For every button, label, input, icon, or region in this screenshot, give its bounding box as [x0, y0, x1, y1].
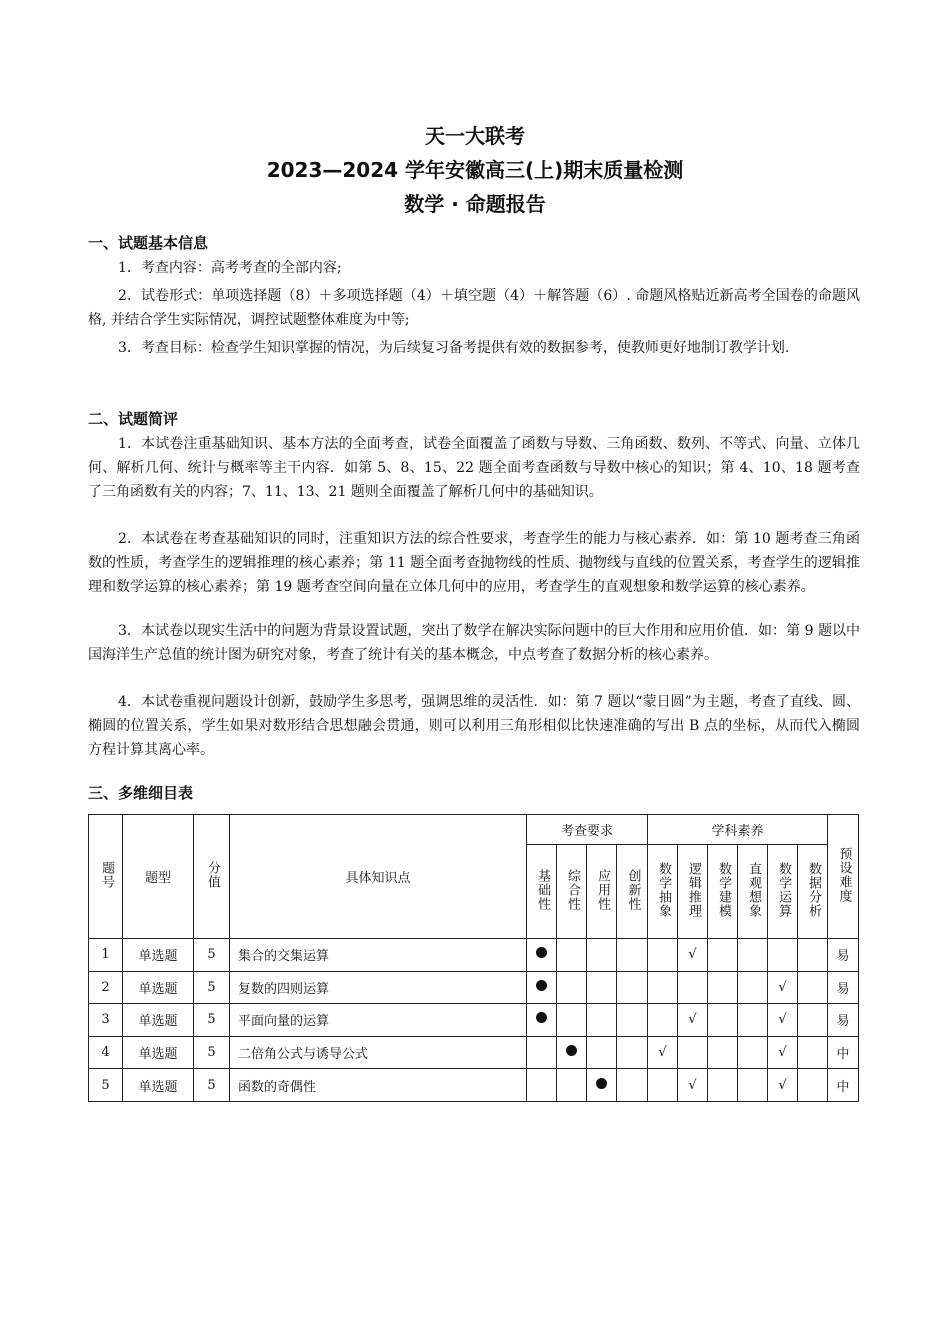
row-score: 5 [194, 1036, 230, 1069]
header-difficulty: 预设难度 [828, 815, 859, 939]
check-mark: √ [688, 947, 697, 963]
header-req-0: 基础性 [527, 845, 557, 939]
req-cell [527, 1036, 557, 1069]
literacy-cell [708, 1036, 738, 1069]
table-row [89, 971, 859, 1004]
literacy-cell [678, 1069, 708, 1102]
detail-table [88, 814, 859, 1102]
header-lit-5: 数据分析 [798, 845, 828, 939]
literacy-cell [768, 1069, 798, 1102]
row-difficulty: 中 [828, 1036, 859, 1069]
row-score: 5 [194, 1069, 230, 1102]
header-req-2: 应用性 [587, 845, 617, 939]
req-cell [617, 939, 648, 972]
row-knowledge: 平面向量的运算 [230, 1004, 527, 1037]
row-type: 单选题 [123, 1004, 194, 1037]
literacy-cell [678, 939, 708, 972]
req-cell [557, 1004, 587, 1037]
table-row [89, 1069, 859, 1102]
check-mark: √ [778, 1077, 787, 1093]
literacy-cell [708, 971, 738, 1004]
row-difficulty: 易 [828, 971, 859, 1004]
check-mark: √ [778, 1045, 787, 1061]
row-score: 5 [194, 971, 230, 1004]
header-lit-3: 直观想象 [738, 845, 768, 939]
header-lit-1: 逻辑推理 [678, 845, 708, 939]
dot-mark-icon [596, 1078, 607, 1089]
req-cell [587, 971, 617, 1004]
check-mark: √ [658, 1045, 667, 1061]
req-cell [527, 971, 557, 1004]
report-header-line3: 数学 · 命题报告 [404, 192, 546, 216]
row-number: 1 [89, 939, 123, 972]
req-cell [587, 1069, 617, 1102]
literacy-cell [648, 1069, 678, 1102]
req-cell [617, 971, 648, 1004]
req-cell [557, 971, 587, 1004]
table-row [89, 939, 859, 972]
row-knowledge: 函数的奇偶性 [230, 1069, 527, 1102]
row-number: 3 [89, 1004, 123, 1037]
header-lit-4: 数学运算 [768, 845, 798, 939]
literacy-cell [768, 1036, 798, 1069]
header-type: 题型 [123, 815, 194, 939]
section1-heading: 一、试题基本信息 [88, 234, 209, 252]
literacy-cell [798, 1036, 828, 1069]
literacy-cell [798, 1069, 828, 1102]
row-number: 5 [89, 1069, 123, 1102]
literacy-cell [798, 971, 828, 1004]
header-req-1: 综合性 [557, 845, 587, 939]
dot-mark-icon [566, 1045, 577, 1056]
section2-heading: 二、试题简评 [88, 410, 179, 428]
literacy-cell [738, 939, 768, 972]
literacy-cell [768, 1004, 798, 1037]
req-cell [617, 1004, 648, 1037]
row-type: 单选题 [123, 1036, 194, 1069]
section1-p3: 3．考查目标：检查学生知识掌握的情况，为后续复习备考提供有效的数据参考，使教师更好地制订教学计划. [118, 340, 790, 356]
check-mark: √ [778, 979, 787, 995]
row-difficulty: 中 [828, 1069, 859, 1102]
table-row [89, 1004, 859, 1037]
section3-heading: 三、多维细目表 [88, 784, 194, 802]
header-req-3: 创新性 [617, 845, 648, 939]
section2-p2: 2．本试卷在考查基础知识的同时，注重知识方法的综合性要求，考查学生的能力与核心素养．如：第 10 题考查三角函数的性质，考查学生的逻辑推理的核心素养；第 11 题全面考查抛物线的性质、抛物线与直线的位置关系，考查学生的逻辑推理和数学运算的核心素养；第 19 题考查空间向量在立体几何中的应用，考查学生的直观想象和数学运算的核心素养。 [88, 531, 860, 596]
header-num: 题号 [89, 815, 123, 939]
row-number: 4 [89, 1036, 123, 1069]
req-cell [557, 1036, 587, 1069]
header-group-lit: 学科素养 [648, 815, 828, 845]
dot-mark-icon [536, 980, 547, 991]
literacy-cell [708, 939, 738, 972]
row-type: 单选题 [123, 971, 194, 1004]
check-mark: √ [778, 1012, 787, 1028]
req-cell [617, 1036, 648, 1069]
row-score: 5 [194, 1004, 230, 1037]
row-score: 5 [194, 939, 230, 972]
literacy-cell [678, 1004, 708, 1037]
literacy-cell [708, 1069, 738, 1102]
literacy-cell [648, 1036, 678, 1069]
header-lit-0: 数学抽象 [648, 845, 678, 939]
literacy-cell [768, 971, 798, 1004]
check-mark: √ [688, 1077, 697, 1093]
dot-mark-icon [536, 1012, 547, 1023]
section2-p4: 4．本试卷重视问题设计创新，鼓励学生多思考，强调思维的灵活性．如：第 7 题以“蒙日圆”为主题，考查了直线、圆、椭圆的位置关系，学生如果对数形结合思想融会贯通，则可以利用三角形相似比快速准确的写出 B 点的坐标，从而代入椭圆方程计算其离心率。 [88, 694, 860, 759]
literacy-cell [678, 1036, 708, 1069]
row-difficulty: 易 [828, 939, 859, 972]
row-type: 单选题 [123, 939, 194, 972]
row-knowledge: 二倍角公式与诱导公式 [230, 1036, 527, 1069]
req-cell [587, 939, 617, 972]
literacy-cell [768, 939, 798, 972]
literacy-cell [648, 939, 678, 972]
row-knowledge: 复数的四则运算 [230, 971, 527, 1004]
req-cell [527, 939, 557, 972]
header-group-req: 考查要求 [527, 815, 648, 845]
report-header-line2: 2023—2024 学年安徽高三(上)期末质量检测 [266, 158, 684, 182]
header-score: 分值 [194, 815, 230, 939]
header-lit-2: 数学建模 [708, 845, 738, 939]
check-mark: √ [688, 1012, 697, 1028]
row-knowledge: 集合的交集运算 [230, 939, 527, 972]
section2-p3: 3．本试卷以现实生活中的问题为背景设置试题，突出了数学在解决实际问题中的巨大作用和应用价值．如：第 9 题以中国海洋生产总值的统计图为研究对象，考查了统计有关的基本概念，中点考查了数据分析的核心素养。 [88, 623, 860, 664]
req-cell [587, 1004, 617, 1037]
literacy-cell [708, 1004, 738, 1037]
req-cell [527, 1004, 557, 1037]
section2-p1: 1．本试卷注重基础知识、基本方法的全面考查，试卷全面覆盖了函数与导数、三角函数、数列、不等式、向量、立体几何、解析几何、统计与概率等主干内容．如第 5、8、15、22 题全面考查函数与导数中核心的知识；第 4、10、18 题考查了三角函数有关的内容；7、11、13、21 题则全面覆盖了解析几何中的基础知识。 [88, 436, 860, 501]
row-type: 单选题 [123, 1069, 194, 1102]
literacy-cell [798, 939, 828, 972]
report-header-line1: 天一大联考 [425, 124, 525, 148]
literacy-cell [738, 971, 768, 1004]
req-cell [527, 1069, 557, 1102]
literacy-cell [798, 1004, 828, 1037]
req-cell [557, 1069, 587, 1102]
literacy-cell [738, 1036, 768, 1069]
header-knowledge: 具体知识点 [230, 815, 527, 939]
literacy-cell [738, 1004, 768, 1037]
literacy-cell [678, 971, 708, 1004]
literacy-cell [738, 1069, 768, 1102]
req-cell [557, 939, 587, 972]
section1-p2: 2．试卷形式：单项选择题（8）＋多项选择题（4）＋填空题（4）＋解答题（6）. 命题风格贴近新高考全国卷的命题风格, 并结合学生实际情况，调控试题整体难度为中等; [88, 288, 860, 329]
req-cell [617, 1069, 648, 1102]
dot-mark-icon [536, 947, 547, 958]
row-number: 2 [89, 971, 123, 1004]
literacy-cell [648, 1004, 678, 1037]
row-difficulty: 易 [828, 1004, 859, 1037]
table-row [89, 1036, 859, 1069]
req-cell [587, 1036, 617, 1069]
literacy-cell [648, 971, 678, 1004]
section1-p1: 1．考查内容：高考考查的全部内容; [118, 260, 342, 276]
